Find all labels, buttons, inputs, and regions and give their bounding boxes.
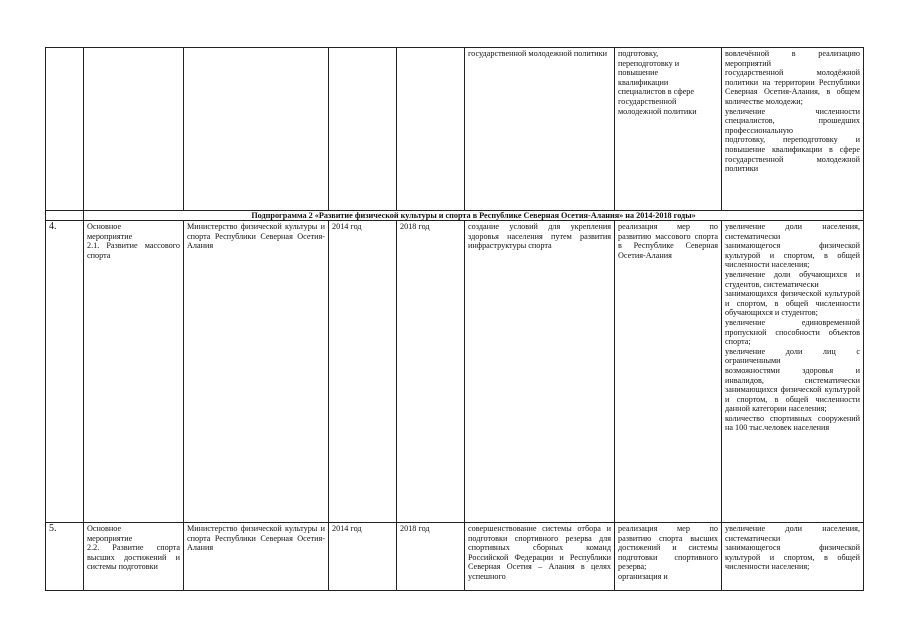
indicators-cell: увеличение доли населения, систематически занимающегося физической культурой и спортом, в общей численности населения; [722,523,864,591]
indicators-cell: вовлечённой в реализацию мероприятий государственной молодёжной политики на территории Республики Северная Осетия-Алания, в общем количестве молодежи; увеличение численности специалистов, прошедших профессиональную подготовку, переподготовку и повышение квалификации в сфере государственной молодежной политики [722,48,864,211]
table-row [46,523,864,591]
end-cell: 2018 год [397,221,465,523]
activity-cell: Основное мероприятие 2.1. Развитие массового спорта [84,221,184,523]
start-cell: 2014 год [329,221,397,523]
measures-cell: реализация мер по развитию массового спорта в Республике Северная Осетия-Алания [615,221,722,523]
results-cell: государственной молодежной политики [465,48,615,211]
executor-cell [184,48,329,211]
end-cell [397,48,465,211]
end-cell: 2018 год [397,523,465,591]
subprogram-spacer-cell [46,211,84,221]
indicators-cell: увеличение доли населения, систематически занимающегося физической культурой и спортом, в общей численности населения; увеличение доли обучающихся и студентов, систематически занимающихся физической культурой и спортом, в общей численности обучающихся и студентов; увеличение единовременной пропускной способности объектов спорта; увеличение доли лиц с ограниченными возможностями здоровья и инвалидов, систематически занимающихся физической культурой и спортом, в общей численности данной категории населения; количество спортивных сооружений на 100 тыс.человек населения [722,221,864,523]
subprogram-header-row [46,211,864,221]
table-row [46,221,864,523]
activity-cell: Основное мероприятие 2.2. Развитие спорта высших достижений и системы подготовки [84,523,184,591]
measures-cell: подготовку, переподготовку и повышение квалификации специалистов в сфере государственной молодежной политики [615,48,722,211]
activity-cell [84,48,184,211]
number-cell [46,48,84,211]
executor-cell: Министерство физической культуры и спорта Республики Северная Осетия-Алания [184,523,329,591]
table-row [46,48,864,211]
results-cell: совершенствование системы отбора и подготовки спортивного резерва для спортивных сборных команд Российской Федерации и Республики Северная Осетия – Алания в целях успешного [465,523,615,591]
start-cell: 2014 год [329,523,397,591]
executor-cell: Министерство физической культуры и спорта Республики Северная Осетия-Алания [184,221,329,523]
start-cell [329,48,397,211]
results-cell: создание условий для укрепления здоровья населения путем развития инфраструктуры спорта [465,221,615,523]
number-cell: 4. [46,221,84,523]
number-cell: 5. [46,523,84,591]
subprogram-title: Подпрограмма 2 «Развитие физической культуры и спорта в Республике Северная Осетия-Алания» на 2014-2018 годы» [84,211,864,221]
measures-cell: реализация мер по развитию спорта высших достижений и системы подготовки спортивного резерва; организация и [615,523,722,591]
program-activities-table [45,47,864,591]
